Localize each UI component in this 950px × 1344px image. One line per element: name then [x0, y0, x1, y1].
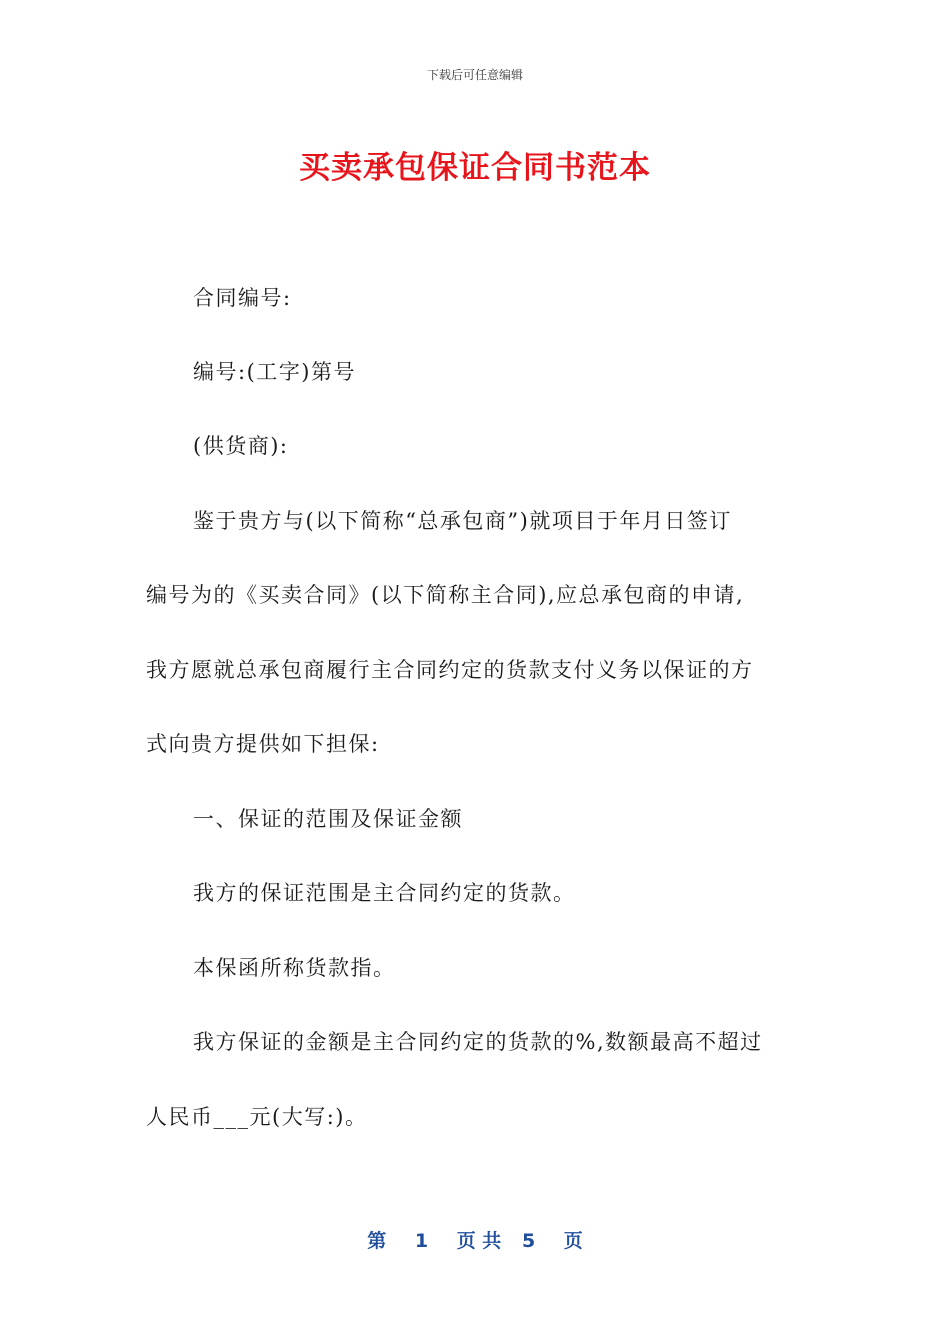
footer-suffix: 页	[563, 1230, 583, 1252]
document-title: 买卖承包保证合同书范本	[299, 150, 651, 186]
footer-middle: 页 共	[456, 1230, 502, 1252]
paragraph-line: 我方的保证范围是主合同约定的货款。	[193, 881, 576, 905]
paragraph-line: 式向贵方提供如下担保:	[146, 732, 380, 756]
paragraph-line: 编号为的《买卖合同》(以下简称主合同),应总承包商的申请,	[146, 583, 745, 607]
paragraph-line: 本保函所称货款指。	[193, 956, 396, 980]
header-note: 下载后可任意编辑	[426, 68, 523, 82]
footer-prefix: 第	[367, 1230, 387, 1252]
footer-page-number: 1	[414, 1230, 429, 1252]
paragraph-line: 我方愿就总承包商履行主合同约定的货款支付义务以保证的方	[146, 658, 754, 682]
footer-total-pages: 5	[521, 1230, 536, 1252]
section-heading: 一、保证的范围及保证金额	[193, 807, 463, 831]
page-footer	[0, 1226, 950, 1253]
paragraph-line: 鉴于贵方与(以下简称“总承包商”)就项目于年月日签订	[193, 509, 732, 533]
contract-number-line: 合同编号:	[193, 286, 292, 310]
paragraph-line: 我方保证的金额是主合同约定的货款的%,数额最高不超过	[193, 1030, 763, 1054]
serial-number-line: 编号:(工字)第号	[193, 360, 356, 384]
paragraph-line: 人民币___元(大写:)。	[146, 1105, 368, 1129]
supplier-line: (供货商):	[193, 434, 289, 458]
